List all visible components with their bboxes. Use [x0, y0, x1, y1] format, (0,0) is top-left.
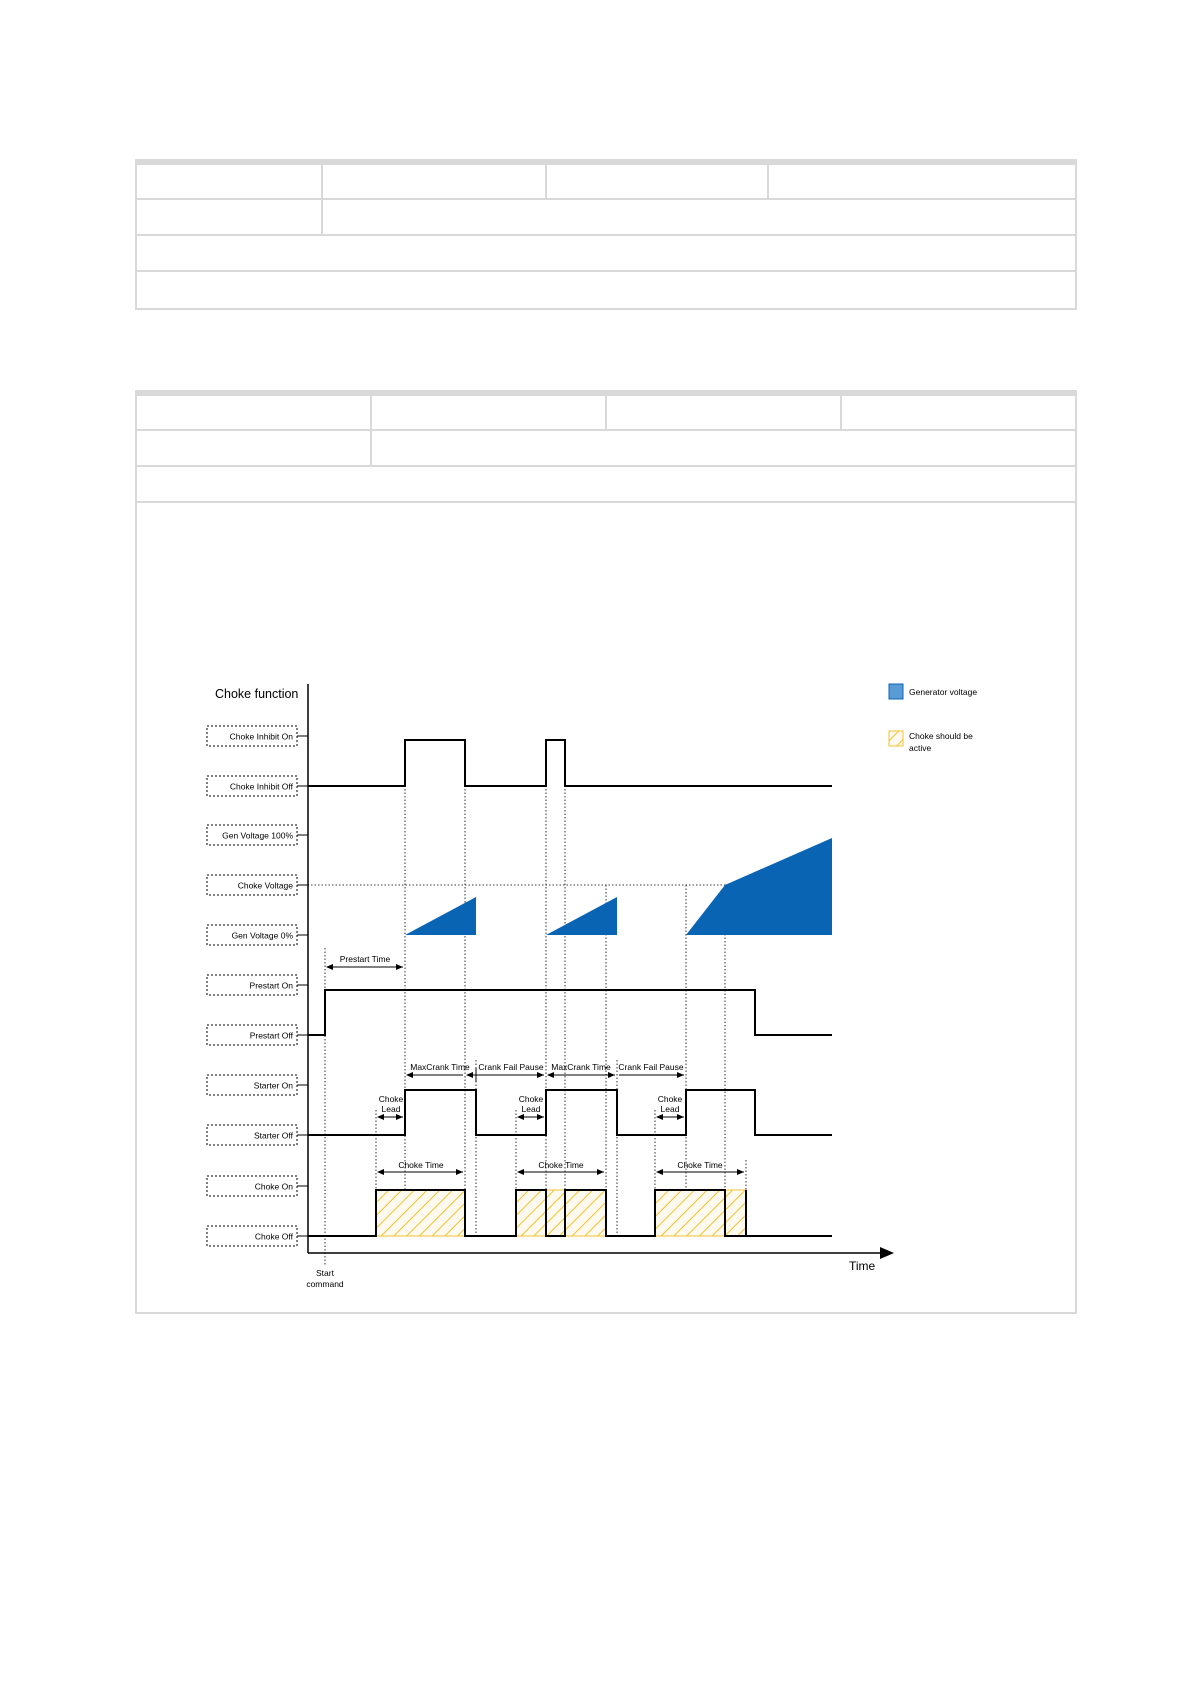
level-label: Starter On [253, 1080, 293, 1091]
choke-time-label: Choke Time [677, 1160, 723, 1170]
choke-lead-label: Choke [378, 1094, 404, 1104]
prestart-time-label: Prestart Time [339, 954, 391, 964]
gen-voltage-ramp [546, 897, 617, 935]
choke-inhibit-trace [308, 740, 832, 786]
level-label-box [207, 875, 308, 895]
crank-fail-pause-label: Crank Fail Pause [618, 1062, 684, 1072]
level-label: Gen Voltage 100% [222, 830, 293, 841]
level-label-box [207, 825, 308, 845]
level-label-box [207, 1025, 308, 1045]
level-label-box [207, 1125, 308, 1145]
choke-lead-label: Choke [518, 1094, 544, 1104]
guide-lines [297, 740, 832, 1265]
level-label: Gen Voltage 0% [231, 930, 293, 941]
choke-active-regions [376, 1190, 746, 1236]
choke-active-region [655, 1190, 746, 1236]
level-label: Choke On [254, 1181, 293, 1192]
legend [889, 684, 977, 753]
level-label-box [207, 1176, 308, 1196]
level-label: Choke Inhibit Off [229, 781, 293, 792]
level-label: Choke Voltage [237, 880, 293, 891]
maxcrank-time-label: MaxCrank Time [410, 1062, 470, 1072]
x-axis-arrowhead [880, 1247, 894, 1259]
level-label-box [207, 776, 308, 796]
legend-generator-voltage-label: Generator voltage [909, 687, 978, 697]
x-axis-label: Time [849, 1259, 876, 1273]
timing-labels [340, 954, 723, 1170]
crank-fail-pause-label: Crank Fail Pause [478, 1062, 544, 1072]
level-label-box [207, 726, 308, 746]
gen-voltage-ramp [686, 838, 832, 935]
gen-voltage-ramp [405, 897, 476, 935]
prestart-trace [308, 990, 832, 1035]
choke-lead-label: Lead [521, 1104, 541, 1114]
choke-lead-label: Lead [381, 1104, 401, 1114]
choke-active-region [516, 1190, 606, 1236]
legend-choke-active-label: Choke should be [909, 731, 973, 741]
choke-lead-label: Lead [660, 1104, 680, 1114]
choke-time-label: Choke Time [538, 1160, 584, 1170]
choke-time-label: Choke Time [398, 1160, 444, 1170]
level-label: Prestart On [249, 980, 293, 991]
generator-voltage-shapes [405, 838, 832, 935]
level-label: Choke Off [254, 1231, 293, 1242]
level-label-box [207, 925, 308, 945]
choke-lead-label: Choke [657, 1094, 683, 1104]
level-label-box [207, 1075, 308, 1095]
start-command-label: command [306, 1279, 344, 1289]
legend-choke-active-label: active [909, 743, 932, 753]
level-label: Choke Inhibit On [229, 731, 293, 742]
level-label: Starter Off [253, 1130, 293, 1141]
start-label: Start [316, 1268, 334, 1278]
level-label-box [207, 975, 308, 995]
legend-generator-voltage-swatch [889, 684, 903, 699]
legend-choke-active-swatch [889, 731, 903, 746]
level-label: Prestart Off [249, 1030, 293, 1041]
choke-active-region [376, 1190, 465, 1236]
maxcrank-time-label: MaxCrank Time [551, 1062, 611, 1072]
level-label-box [207, 1226, 308, 1246]
level-labels [207, 726, 308, 1246]
diagram-title: Choke function [215, 687, 299, 701]
